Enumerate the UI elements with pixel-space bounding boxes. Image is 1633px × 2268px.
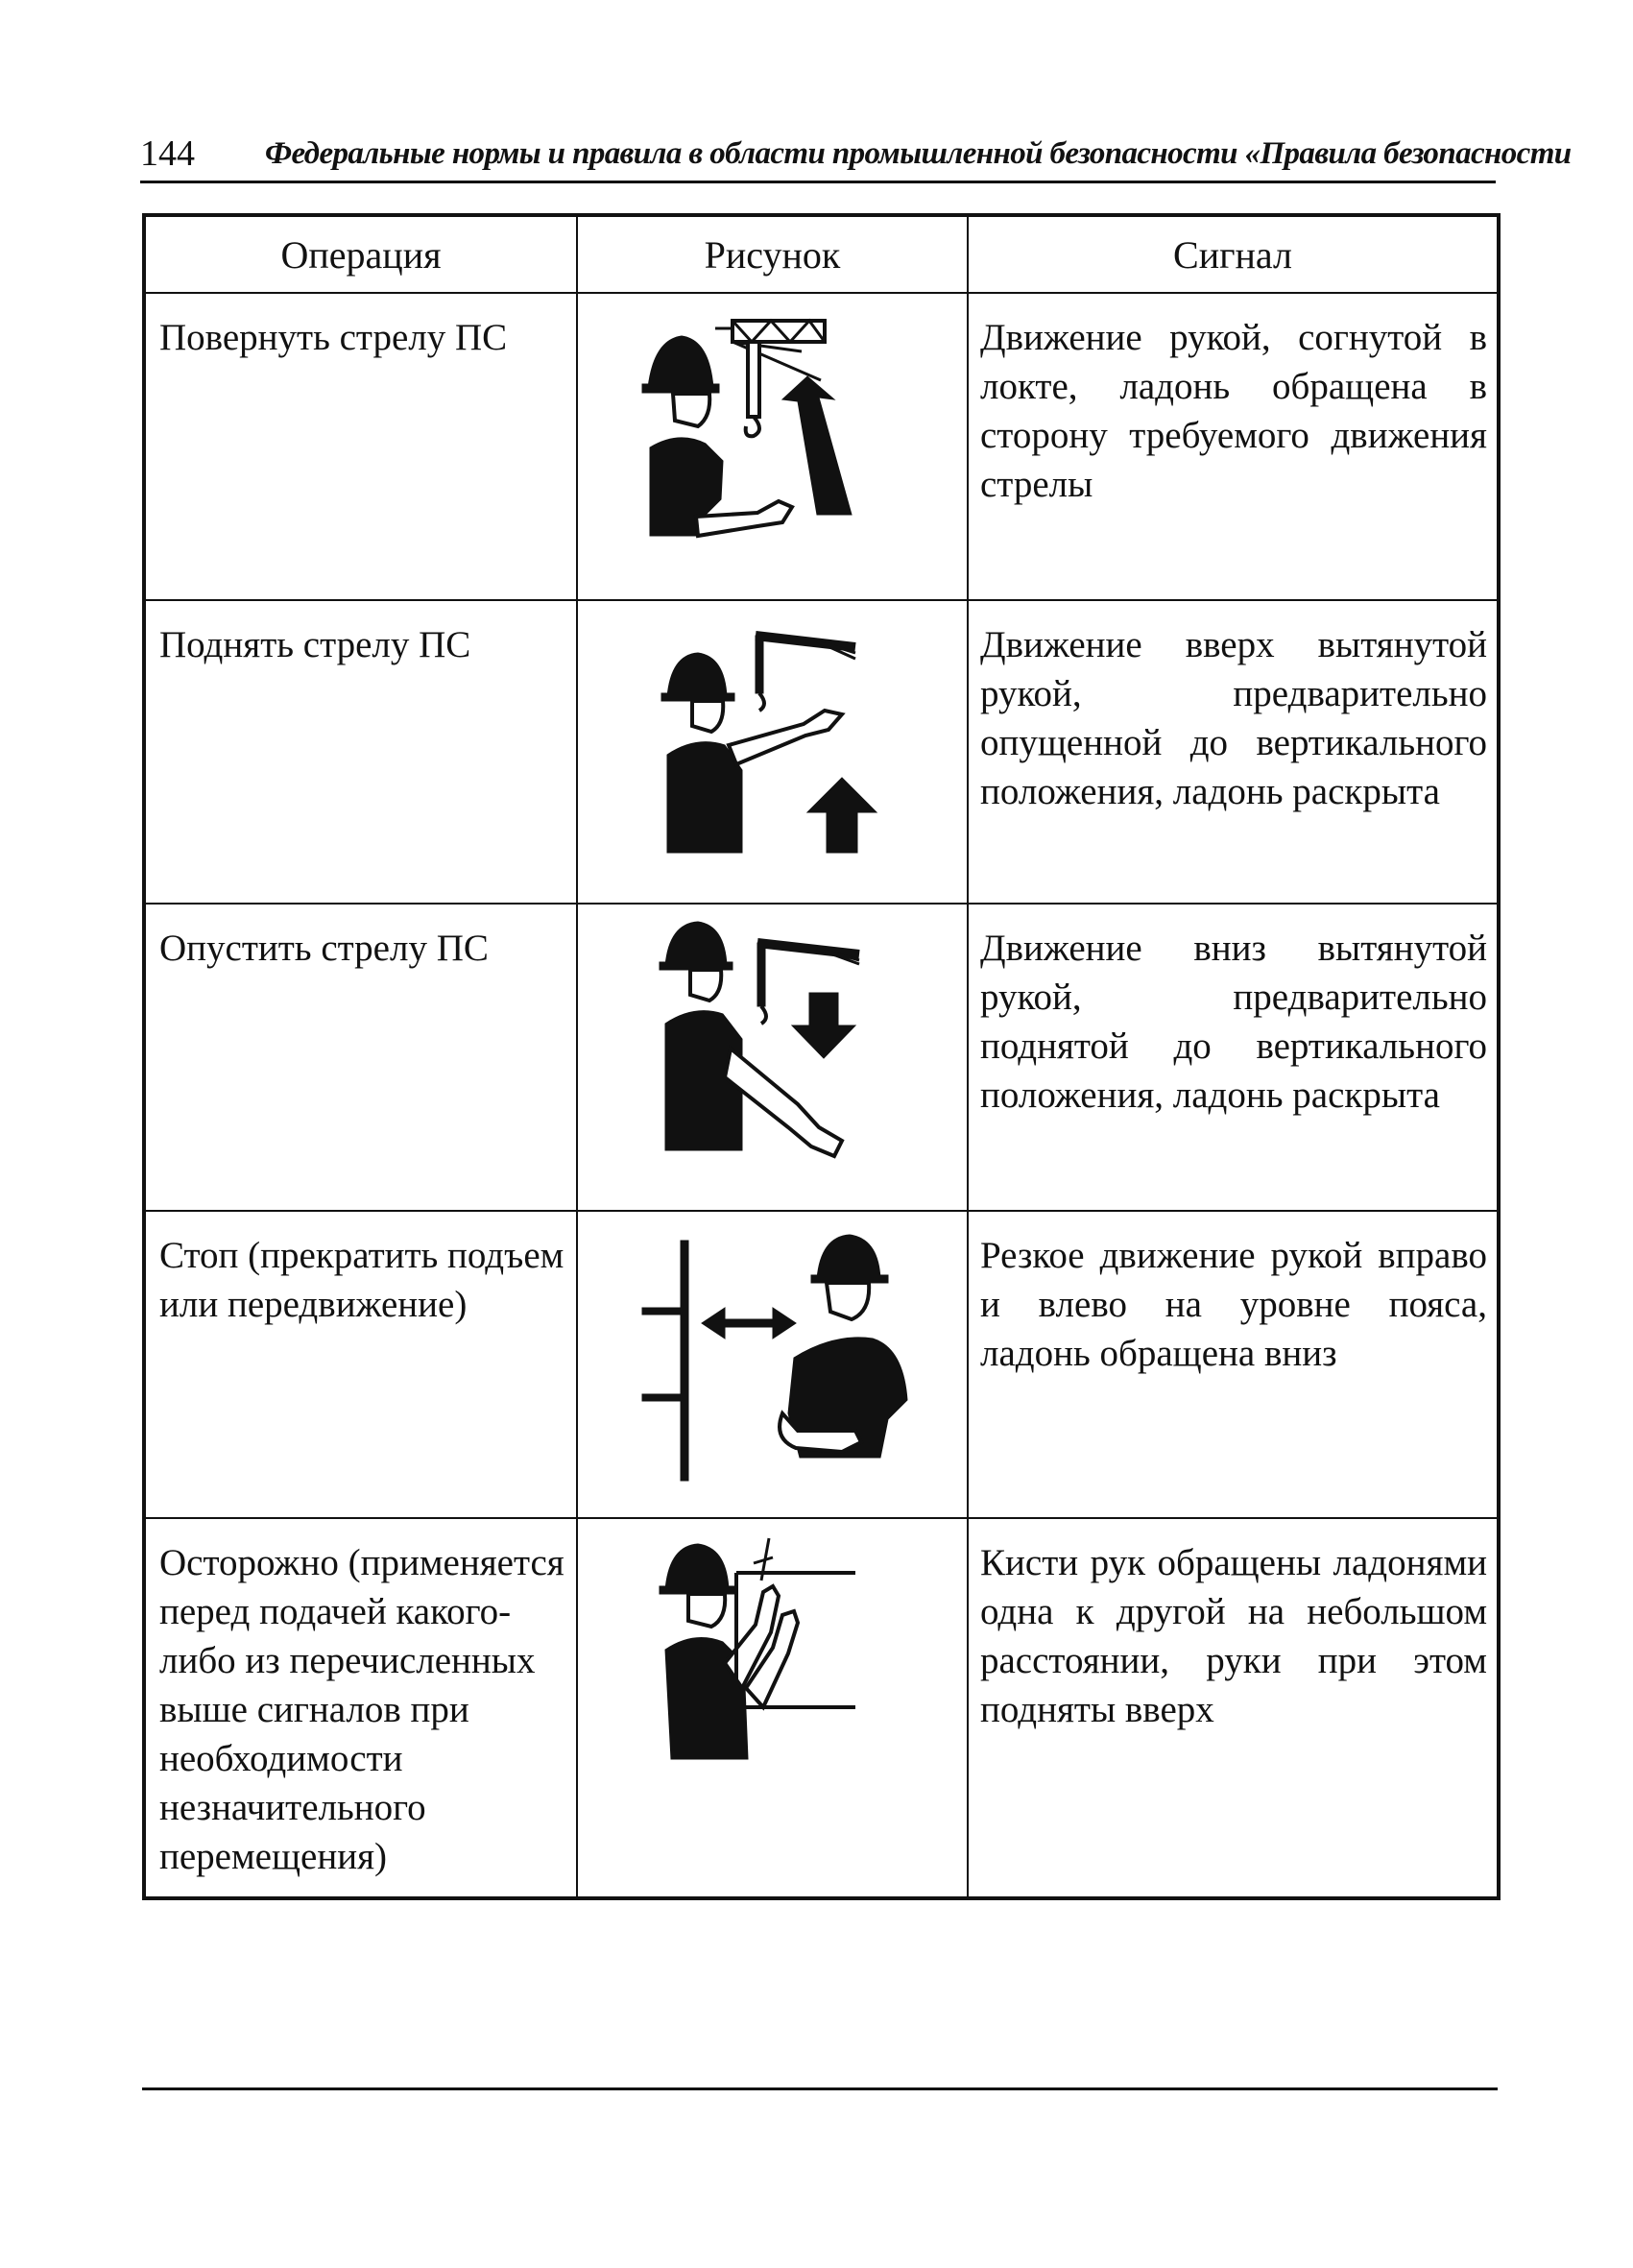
page-header [140,133,1572,183]
column-header-operation: Операция [144,215,577,293]
signal-cell: Движение вниз вытянутой рукой, предварительно поднятой до вертикального положения, ладонь раскрыта [968,904,1499,1211]
operation-cell: Осторожно (применяется перед подачей какого-либо из перечисленных выше сигналов при необходимости незначительного перемещения) [144,1518,577,1898]
picture-cell [577,600,968,904]
operation-cell: Опустить стрелу ПС [144,904,577,1211]
running-title: Федеральные нормы и правила в области промышленной безопасности «Правила безопасности [265,136,1572,171]
table-row [144,1518,1499,1898]
signal-cell: Движение рукой, согнутой в локте, ладонь обращена в сторону требуемого движения стрелы [968,293,1499,600]
operation-cell: Повернуть стрелу ПС [144,293,577,600]
table-row [144,904,1499,1211]
footer-divider [142,2087,1498,2090]
table-header-row [144,215,1499,293]
crane-signals-table [142,213,1501,1900]
operation-cell: Стоп (прекратить подъем или передвижение) [144,1211,577,1518]
column-header-signal: Сигнал [968,215,1499,293]
signal-cell: Кисти рук обращены ладонями одна к другой на небольшом расстоянии, руки при этом подняты вверх [968,1518,1499,1898]
worker-stop-icon [629,1212,917,1500]
worker-turn-boom-icon [629,294,917,582]
table-row [144,1211,1499,1518]
worker-lower-boom-icon [629,905,917,1193]
worker-caution-icon [629,1519,917,1807]
operation-cell: Поднять стрелу ПС [144,600,577,904]
worker-raise-boom-icon [629,601,917,870]
table-row [144,293,1499,600]
table-row [144,600,1499,904]
picture-cell [577,1518,968,1898]
signal-cell: Движение вверх вытянутой рукой, предварительно опущенной до вертикального положения, ладонь раскрыта [968,600,1499,904]
column-header-picture: Рисунок [577,215,968,293]
page-number: 144 [140,133,195,174]
picture-cell [577,1211,968,1518]
picture-cell [577,904,968,1211]
picture-cell [577,293,968,600]
signal-cell: Резкое движение рукой вправо и влево на уровне пояса, ладонь обращена вниз [968,1211,1499,1518]
